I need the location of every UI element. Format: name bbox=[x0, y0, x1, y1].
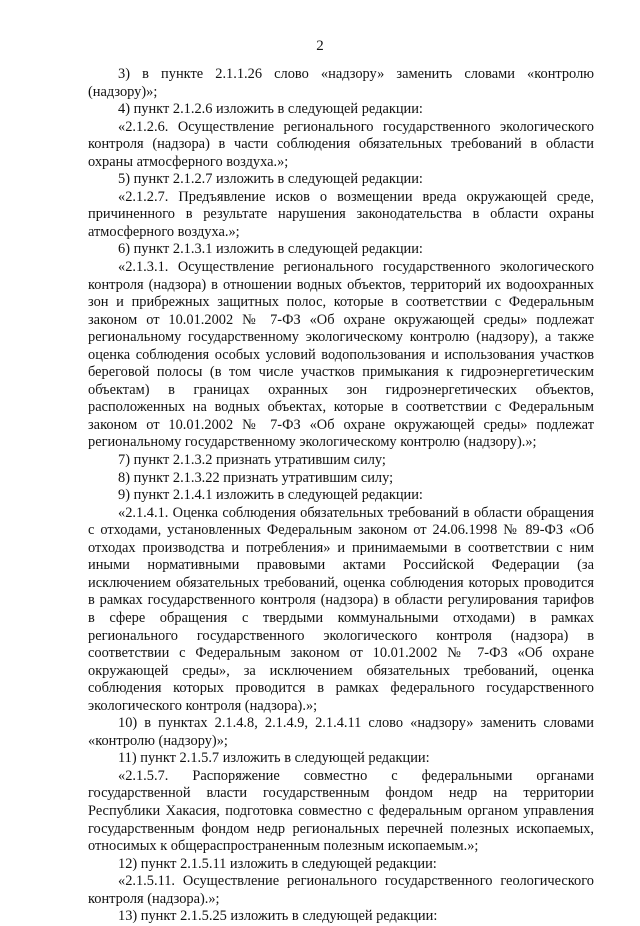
paragraph-item-9: 9) пункт 2.1.4.1 изложить в следующей редакции: bbox=[118, 487, 423, 504]
page-number: 2 bbox=[316, 38, 324, 54]
paragraph-item-13: 13) пункт 2.1.5.25 изложить в следующей редакции: bbox=[118, 908, 438, 925]
paragraph-quote-2-1-2-6: «2.1.2.6. Осуществление регионального государственного экологического контроля (надзора) в части соблюдения обязательных требований в области охраны атмосферного воздуха.»; bbox=[88, 118, 594, 170]
paragraph-item-8: 8) пункт 2.1.3.22 признать утратившим силу; bbox=[118, 469, 394, 486]
paragraph-quote-2-1-4-1: «2.1.4.1. Оценка соблюдения обязательных требований в области обращения с отходами, установленных Федеральным законом от 24.06.1998 № 89-ФЗ «Об отходах производства и потребления» и принимаемыми в соответствии с ним иными нормативными правовыми актами Российской Федерации (за исключением обязательных требований, оценка соблюдения которых проводится в рамках государственного контроля (надзора) в области регулирования тарифов в сфере обращения с твердыми коммунальными отходами) в рамках регионального государственного экологического контроля (надзора) в соответствии с Федеральным законом от 10.01.2002 № 7-ФЗ «Об охране окружающей среды», за исключением обязательных требований, оценка соблюдения которых проводится в рамках федерального государственного экологического контроля (надзора).»; bbox=[88, 504, 594, 714]
paragraph-item-11: 11) пункт 2.1.5.7 изложить в следующей редакции: bbox=[118, 750, 430, 767]
paragraph-item-3: 3) в пункте 2.1.1.26 слово «надзору» заменить словами «контролю (надзору)»; bbox=[88, 66, 594, 100]
paragraph-item-7: 7) пункт 2.1.3.2 признать утратившим силу; bbox=[118, 452, 386, 469]
paragraph-item-12: 12) пункт 2.1.5.11 изложить в следующей редакции: bbox=[118, 855, 437, 872]
paragraph-item-5: 5) пункт 2.1.2.7 изложить в следующей редакции: bbox=[118, 171, 423, 188]
paragraph-quote-2-1-3-1: «2.1.3.1. Осуществление регионального государственного экологического контроля (надзора) в отношении водных объектов, территорий их водоохранных зон и прибрежных защитных полос, которые в соответствии с Федеральным законом от 10.01.2002 № 7-ФЗ «Об охране окружающей среды» подлежат региональному государственному экологическому контролю (надзору), а также оценка соблюдения особых условий водопользования и использования участков береговой полосы (в том числе участков примыкания к гидроэнергетическим объектам) в границах охранных зон гидроэнергетических объектов, расположенных на водных объектах, которые в соответствии с Федеральным законом от 10.01.2002 № 7-ФЗ «Об охране окружающей среды» подлежат региональному государственному экологическому контролю (надзору).»; bbox=[88, 259, 594, 451]
paragraph-item-4: 4) пункт 2.1.2.6 изложить в следующей редакции: bbox=[118, 101, 423, 118]
paragraph-item-6: 6) пункт 2.1.3.1 изложить в следующей редакции: bbox=[118, 241, 423, 258]
paragraph-item-10: 10) в пунктах 2.1.4.8, 2.1.4.9, 2.1.4.11 слово «надзору» заменить словами «контролю (надзору)»; bbox=[88, 715, 594, 749]
paragraph-quote-2-1-5-7: «2.1.5.7. Распоряжение совместно с федеральными органами государственной власти государственным фондом недр на территории Республики Хакасия, подготовка совместно с федеральным органом управления государственным фондом недр региональных перечней полезных ископаемых, относимых к общераспространенным полезным ископаемым.»; bbox=[88, 767, 594, 855]
paragraph-quote-2-1-2-7: «2.1.2.7. Предъявление исков о возмещении вреда окружающей среде, причиненного в результате нарушения законодательства в области охраны атмосферного воздуха.»; bbox=[88, 188, 594, 240]
document-body bbox=[88, 66, 594, 926]
paragraph-quote-2-1-5-11: «2.1.5.11. Осуществление регионального государственного геологического контроля (надзора).»; bbox=[88, 873, 594, 907]
